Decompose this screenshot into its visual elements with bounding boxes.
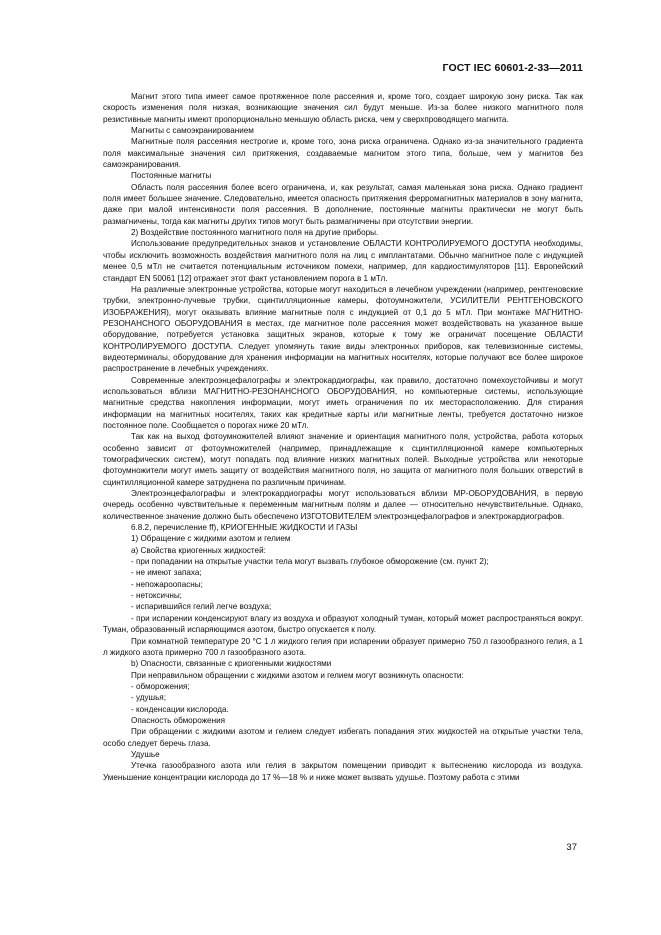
body-text	[103, 91, 583, 783]
paragraph: Магнитные поля рассеяния нестрогие и, кроме того, зона риска ограничена. Однако из-за значительного градиента поля максимальные значения сил притяжения, создаваемые магнитом этого типа, больше, чем у магнитов без самоэкранирования.	[103, 137, 583, 170]
paragraph: Удушье	[131, 749, 160, 759]
list-item: - при испарении конденсируют влагу из воздуха и образуют холодный туман, который может распространяться вокруг. Туман, образованный испаряющимся азотом, быстро опускается к полу.	[103, 613, 583, 635]
list-item: - удушья;	[131, 693, 166, 703]
paragraph: 2) Воздействие постоянного магнитного поля на другие приборы.	[131, 228, 379, 238]
paragraph: На различные электронные устройства, которые могут находиться в лечебном учреждении (например, рентгеновские трубки, электронно-лучевые трубки, сцинтилляционные камеры, фотоумножители, УСИЛИТЕЛИ РЕНТГЕНОВСКОГО ИЗОБРАЖЕНИЯ), могут оказывать влияние магнитные поля с индукцией от 0,1 до 5 мТл. При монтаже МАГНИТНО-РЕЗОНАНСНОГО ОБОРУДОВАНИЯ в местах, где магнитное поле рассеяния может воздействовать на указанное выше оборудование, потребуется установка защитных экранов, которые к тому же ограничат посещение ОБЛАСТИ КОНТРОЛИРУЕМОГО ДОСТУПА. Следует упомянуть такие виды электронных приборов, как телевизионные системы, видеотерминалы, оборудование для хранения информации на магнитных носителях, которые получают все более широкое распространение в лечебных учреждениях.	[103, 284, 583, 374]
paragraph: Область поля рассеяния более всего ограничена, и, как результат, самая маленькая зона риска. Однако градиент поля имеет большее значение. Следовательно, имеется опасность притяжения ферромагнитных материалов в зону магнита, даже при малой интенсивности поля рассеяния. В дополнение, постоянные магниты практически не могут быть размагничены, тогда как магниты других типов могут быть размагничены при отсутствии энергии.	[103, 182, 583, 226]
list-item: - испарившийся гелий легче воздуха;	[131, 602, 272, 612]
section-heading: 6.8.2, перечисление ff), КРИОГЕННЫЕ ЖИДКОСТИ И ГАЗЫ	[131, 523, 358, 533]
list-item: - обморожения;	[131, 681, 190, 691]
paragraph: b) Опасности, связанные с криогенными жидкостями	[131, 659, 332, 669]
paragraph: Опасность обморожения	[131, 715, 226, 725]
paragraph: 1) Обращение с жидкими азотом и гелием	[131, 534, 291, 544]
paragraph: Использование предупредительных знаков и установление ОБЛАСТИ КОНТРОЛИРУЕМОГО ДОСТУПА необходимы, чтобы исключить возможность воздействия магнитного поля на лиц с имплантатами. Обычно магнитное поле с индукцией менее 0,5 мТл не считается потенциальным источником помехи, например, для кардиостимуляторов [11]. Европейский стандарт EN 50061 [12] отражает этот факт установлением порога в 1 мТл.	[103, 239, 583, 283]
list-item: - конденсации кислорода.	[131, 704, 229, 714]
paragraph: Так как на выход фотоумножителей влияют значение и ориентация магнитного поля, устройства, работа которых особенно зависит от фотоумножителей (например, принадлежащие к сцинтилляционной камере компьютерных томографических систем), могут попадать под влияние низких магнитных полей. Выходные устройства или некоторые фотоумножители могут иметь защиту от воздействия магнитного поля, но защита от магнитного поля больших отверстий в сцинтилляционной камере затруднена по различным причинам.	[103, 432, 583, 487]
paragraph: Электроэнцефалографы и электрокардиографы могут использоваться вблизи МР-ОБОРУДОВАНИЯ, в первую очередь особенно чувствительные к переменным магнитным полям и далее — относительно нечувствительные. Однако, количественное значение должно быть обеспечено ИЗГОТОВИТЕЛЕМ электроэнцефалографов и электрокардиографов.	[103, 489, 583, 521]
standard-header: ГОСТ IEC 60601-2-33—2011	[442, 62, 583, 74]
paragraph: При обращении с жидкими азотом и гелием следует избегать попадания этих жидкостей на открытые участки тела, особо следует беречь глаза.	[103, 727, 583, 748]
paragraph: При комнатной температуре 20 °С 1 л жидкого гелия при испарении образует примерно 750 л газообразного гелия, а 1 л жидкого азота примерно 700 л газообразного азота.	[103, 636, 583, 657]
list-item: - нетоксичны;	[131, 591, 182, 601]
list-item: - при попадании на открытые участки тела могут вызвать глубокое обморожение (см. пункт 2);	[131, 557, 489, 567]
list-item: - не имеют запаха;	[131, 568, 202, 578]
paragraph: Постоянные магниты	[131, 171, 212, 181]
paragraph: Магниты с самоэкранированием	[131, 126, 254, 136]
paragraph: Утечка газообразного азота или гелия в закрытом помещении приводит к вытеснению кислорода из воздуха. Уменьшение концентрации кислорода до 17 %—18 % и ниже может вызвать удушье. Поэтому работа с этими	[103, 761, 583, 782]
page-number: 37	[566, 842, 577, 853]
paragraph: a) Свойства криогенных жидкостей:	[131, 545, 266, 555]
paragraph: Современные электроэнцефалографы и электрокардиографы, как правило, достаточно помехоустойчивы и могут использоваться вблизи МАГНИТНО-РЕЗОНАНСНОГО ОБОРУДОВАНИЯ, но компьютерные системы, использующие магнитные средства накопления информации, могут иметь ограничения по их месторасположению. Для стирания информации на магнитных носителях, таких как кредитные карты или магнитные ленты, требуется достаточно низкое постоянное поле. Сообщается о порогах ниже 20 мТл.	[103, 375, 583, 430]
paragraph: Магнит этого типа имеет самое протяженное поле рассеяния и, кроме того, создает широкую зону риска. Так как скорость изменения поля низкая, возникающие значения сил будут меньше. Из-за более низкого магнитного поля резистивные магниты имеют пропорционально меньшую область риска, чем у сверхпроводящего магнита.	[103, 92, 583, 124]
list-item: - непожароопасны;	[131, 579, 203, 589]
paragraph: При неправильном обращении с жидкими азотом и гелием могут возникнуть опасности:	[131, 670, 464, 680]
